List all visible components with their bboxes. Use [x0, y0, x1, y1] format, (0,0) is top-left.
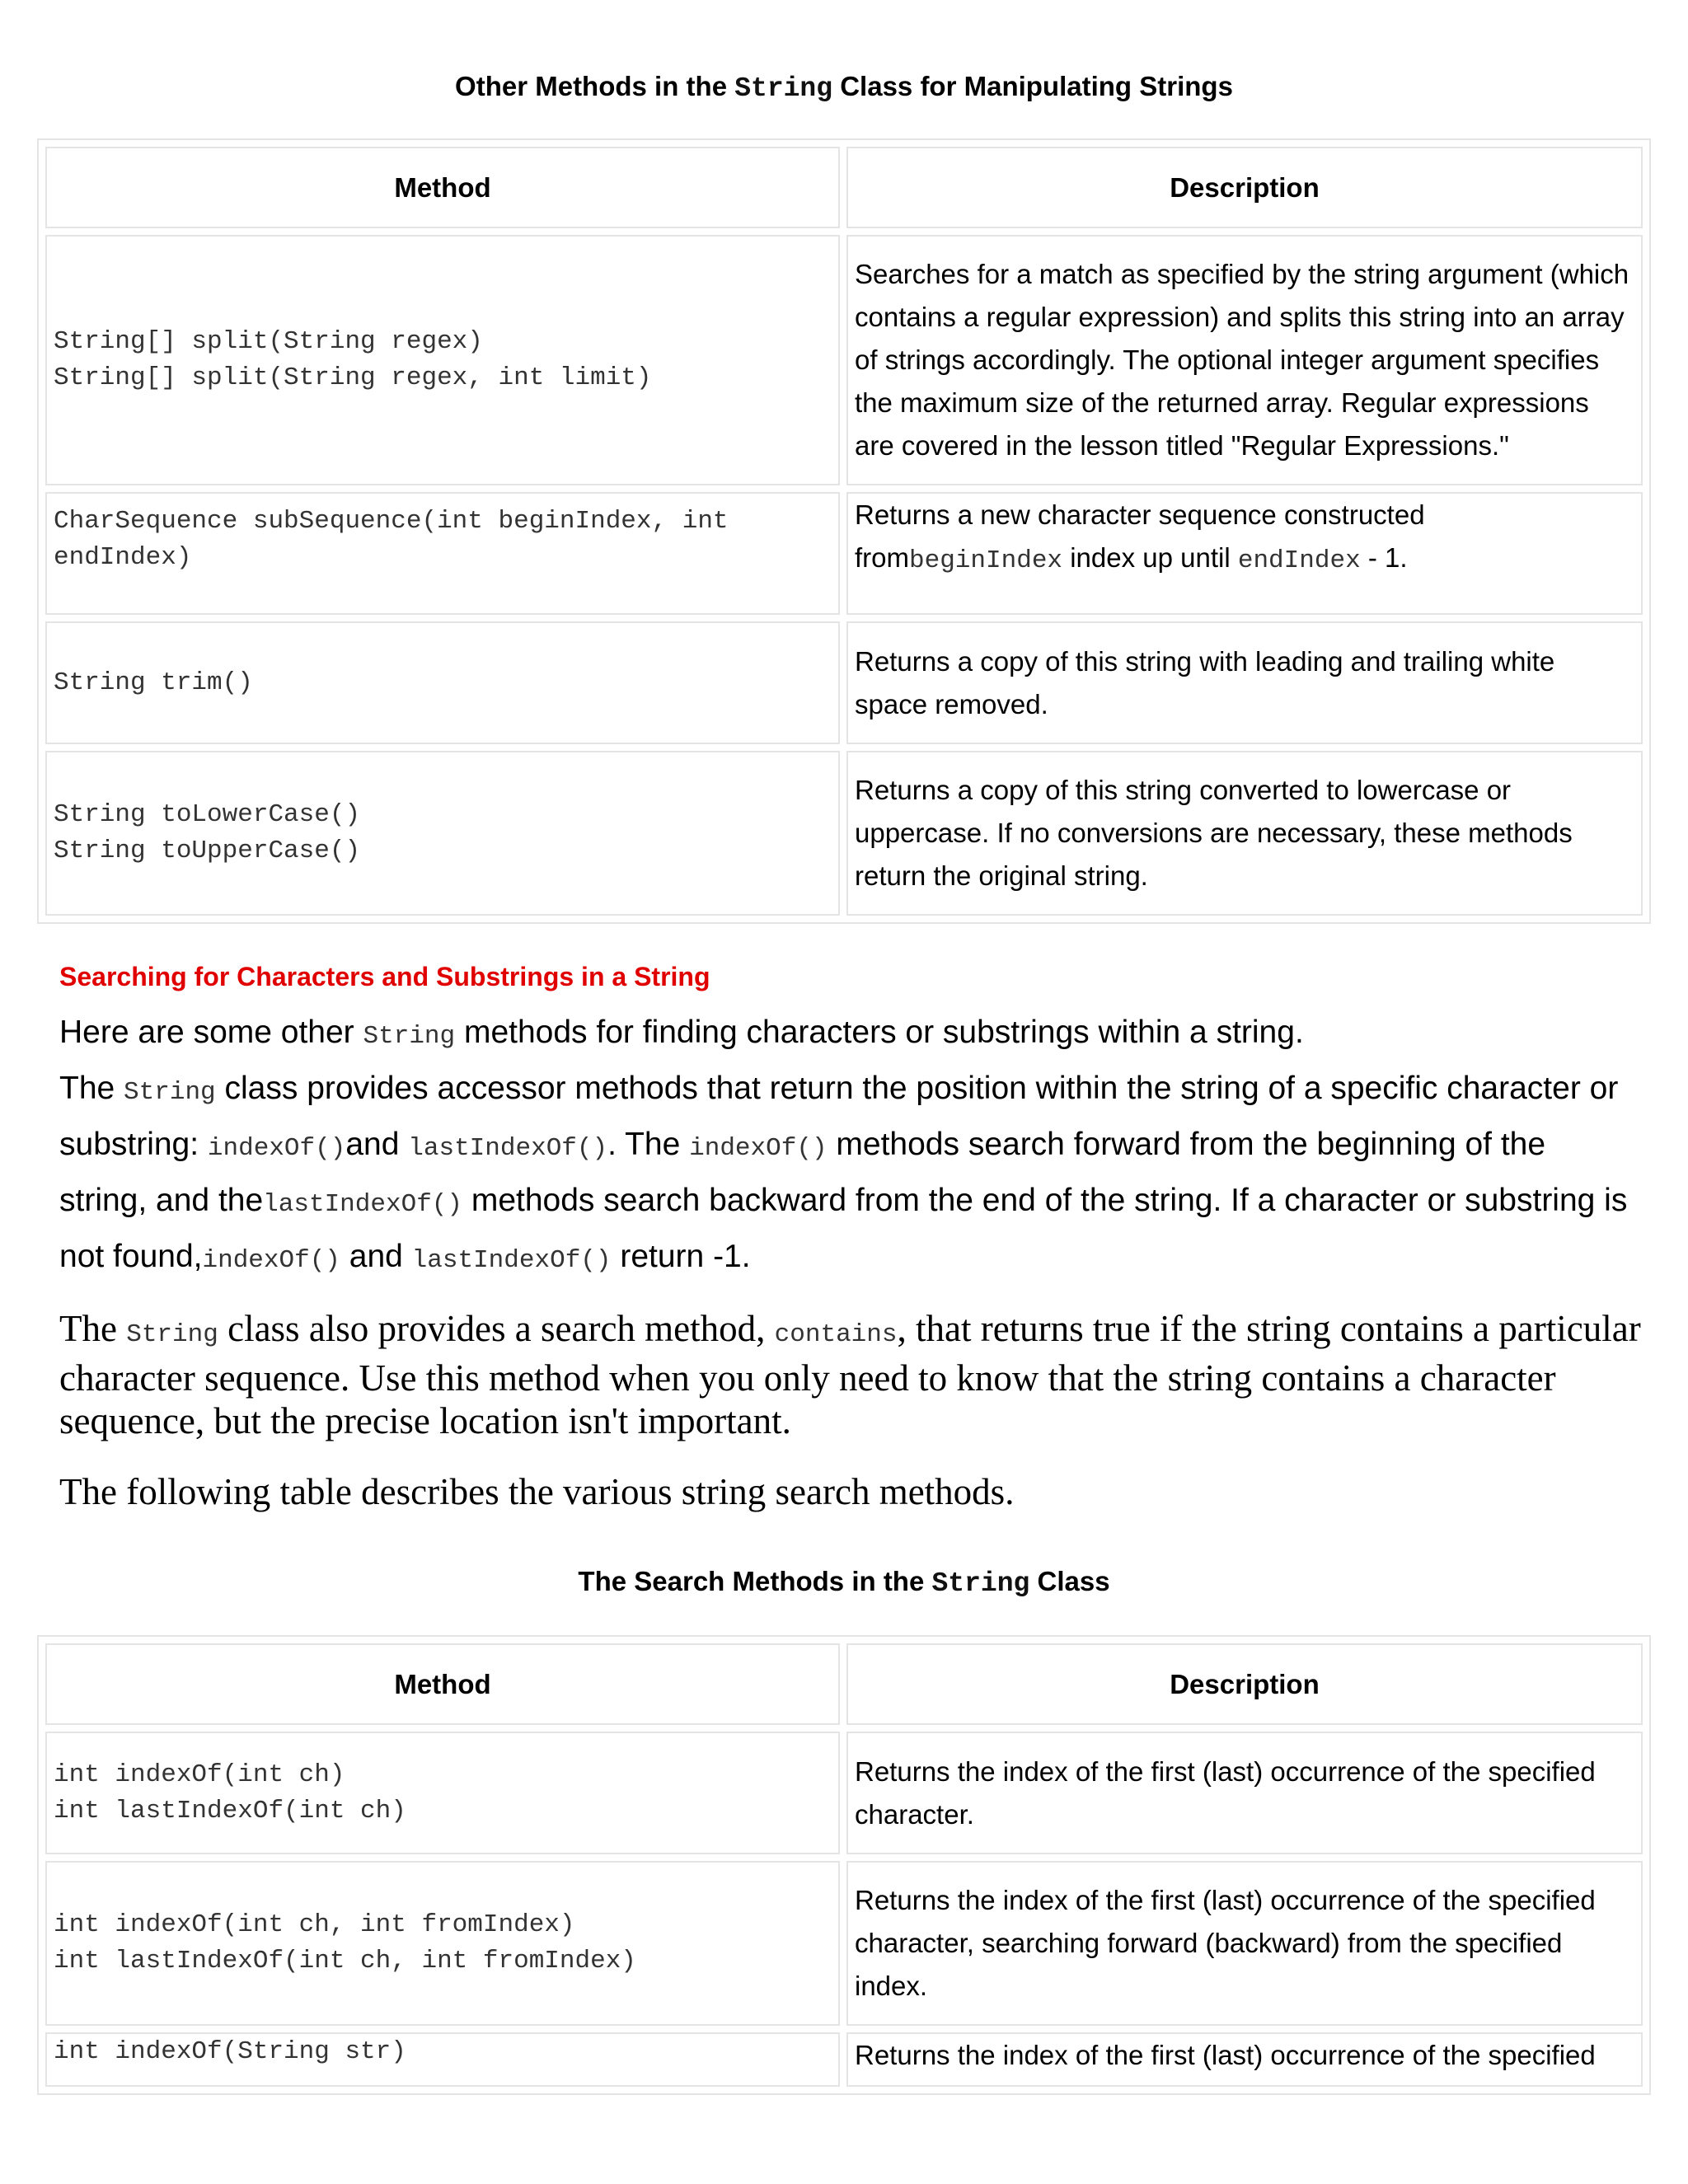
caption-text: Other Methods in the — [455, 71, 735, 101]
table2-caption — [0, 1566, 1688, 1599]
text: The — [59, 1071, 124, 1106]
table-row — [45, 2032, 1643, 2087]
description-cell: Returns a copy of this string converted to lowercase or uppercase. If no conversions are necessary, these methods return the original string. — [846, 751, 1643, 916]
method-signature: CharSequence subSequence(int beginIndex, int endIndex) — [54, 507, 729, 572]
description-cell: Returns the index of the first (last) occurrence of the specified character. — [846, 1732, 1643, 1854]
text: methods for finding characters or substrings within a string. — [455, 1015, 1304, 1050]
description-cell: Returns the index of the first (last) occurrence of the specified — [846, 2032, 1643, 2087]
caption-code: String — [734, 73, 833, 104]
inline-code: lastIndexOf() — [408, 1134, 608, 1163]
description-text: index up until — [1062, 542, 1238, 573]
paragraph-body — [59, 1062, 1642, 1286]
text: methods search backward from the end of the string. If a character or substring is not found, — [59, 1183, 1628, 1274]
section-heading: Searching for Characters and Substrings in a String — [59, 962, 710, 991]
inline-code: String — [126, 1320, 218, 1349]
method-header: Method — [45, 147, 840, 228]
table-row — [45, 751, 1643, 916]
table-header-row — [45, 1643, 1643, 1725]
intro-paragraph — [59, 1006, 1642, 1286]
table-row — [45, 1732, 1643, 1854]
search-methods-table — [37, 1635, 1651, 2095]
text: methods search forward from the beginning of the string, and the — [59, 1127, 1546, 1218]
caption-code: String — [931, 1568, 1030, 1599]
description-cell: Returns the index of the first (last) occurrence of the specified character, searching forward (backward) from the specified index. — [846, 1861, 1643, 2026]
text: . The — [607, 1127, 690, 1162]
method-signature: int indexOf(int ch, int fromIndex) — [54, 1910, 575, 1939]
inline-code: indexOf() — [202, 1246, 340, 1275]
method-header: Method — [45, 1643, 840, 1725]
description-cell — [846, 492, 1643, 615]
table-row — [45, 1861, 1643, 2026]
method-signature: int indexOf(int ch) — [54, 1760, 345, 1789]
contains-paragraph — [59, 1307, 1642, 1442]
method-signature: int lastIndexOf(int ch) — [54, 1796, 406, 1825]
method-signature: int lastIndexOf(int ch, int fromIndex) — [54, 1947, 636, 1975]
inline-code: beginIndex — [909, 546, 1063, 575]
inline-code: lastIndexOf() — [263, 1190, 463, 1219]
method-signature: String trim() — [54, 668, 253, 697]
method-cell — [45, 1861, 840, 2026]
method-cell — [45, 751, 840, 916]
description-cell: Returns a copy of this string with leading and trailing white space removed. — [846, 621, 1643, 744]
text: and — [340, 1239, 412, 1274]
description-text: - 1. — [1360, 542, 1408, 573]
method-signature: String toLowerCase() — [54, 800, 361, 829]
method-cell — [45, 621, 840, 744]
description-cell: Searches for a match as specified by the string argument (which contains a regular expression) and splits this string into an array of strings accordingly. The optional integer argument specifies the maximum size of the returned array. Regular expressions are covered in the lesson titled "Regular Expressions." — [846, 235, 1643, 485]
table-header-row — [45, 147, 1643, 228]
caption-text: The Search Methods in the — [578, 1566, 932, 1596]
table-row — [45, 492, 1643, 615]
method-signature: int indexOf(String str) — [54, 2037, 406, 2066]
description-header: Description — [846, 1643, 1643, 1725]
text: Here are some other — [59, 1015, 363, 1050]
inline-code: contains — [774, 1320, 898, 1349]
text: The — [59, 1308, 127, 1349]
string-methods-table — [37, 138, 1651, 924]
method-signature: String[] split(String regex) — [54, 327, 483, 356]
table1-caption — [0, 71, 1688, 104]
method-cell — [45, 2032, 840, 2087]
inline-code: indexOf() — [689, 1134, 828, 1163]
method-cell — [45, 492, 840, 615]
method-signature: String[] split(String regex, int limit) — [54, 363, 652, 392]
inline-code: String — [363, 1022, 456, 1051]
method-cell — [45, 235, 840, 485]
table-row — [45, 621, 1643, 744]
paragraph-line — [59, 1006, 1642, 1062]
inline-code: String — [124, 1078, 216, 1107]
inline-code: indexOf() — [207, 1134, 346, 1163]
caption-text: Class for Manipulating Strings — [832, 71, 1233, 101]
text: return -1. — [611, 1239, 751, 1274]
description-header: Description — [846, 147, 1643, 228]
method-cell — [45, 1732, 840, 1854]
table-intro-paragraph: The following table describes the various string search methods. — [59, 1471, 1015, 1512]
text: class also provides a search method, — [218, 1308, 775, 1349]
table-row — [45, 235, 1643, 485]
text: , that returns true if the string contains a particular character sequence. Use this method when you only need to know that the string contains a character sequence, but the precise location isn't important. — [59, 1308, 1641, 1441]
caption-text: Class — [1029, 1566, 1110, 1596]
text: and — [345, 1127, 409, 1162]
inline-code: endIndex — [1237, 546, 1361, 575]
text: class provides accessor methods that return the position within the string of a specific character or substring: — [59, 1071, 1619, 1162]
inline-code: lastIndexOf() — [411, 1246, 612, 1275]
method-signature: String toUpperCase() — [54, 837, 361, 865]
description-text: Returns a new character sequence constructed from — [855, 499, 1425, 573]
